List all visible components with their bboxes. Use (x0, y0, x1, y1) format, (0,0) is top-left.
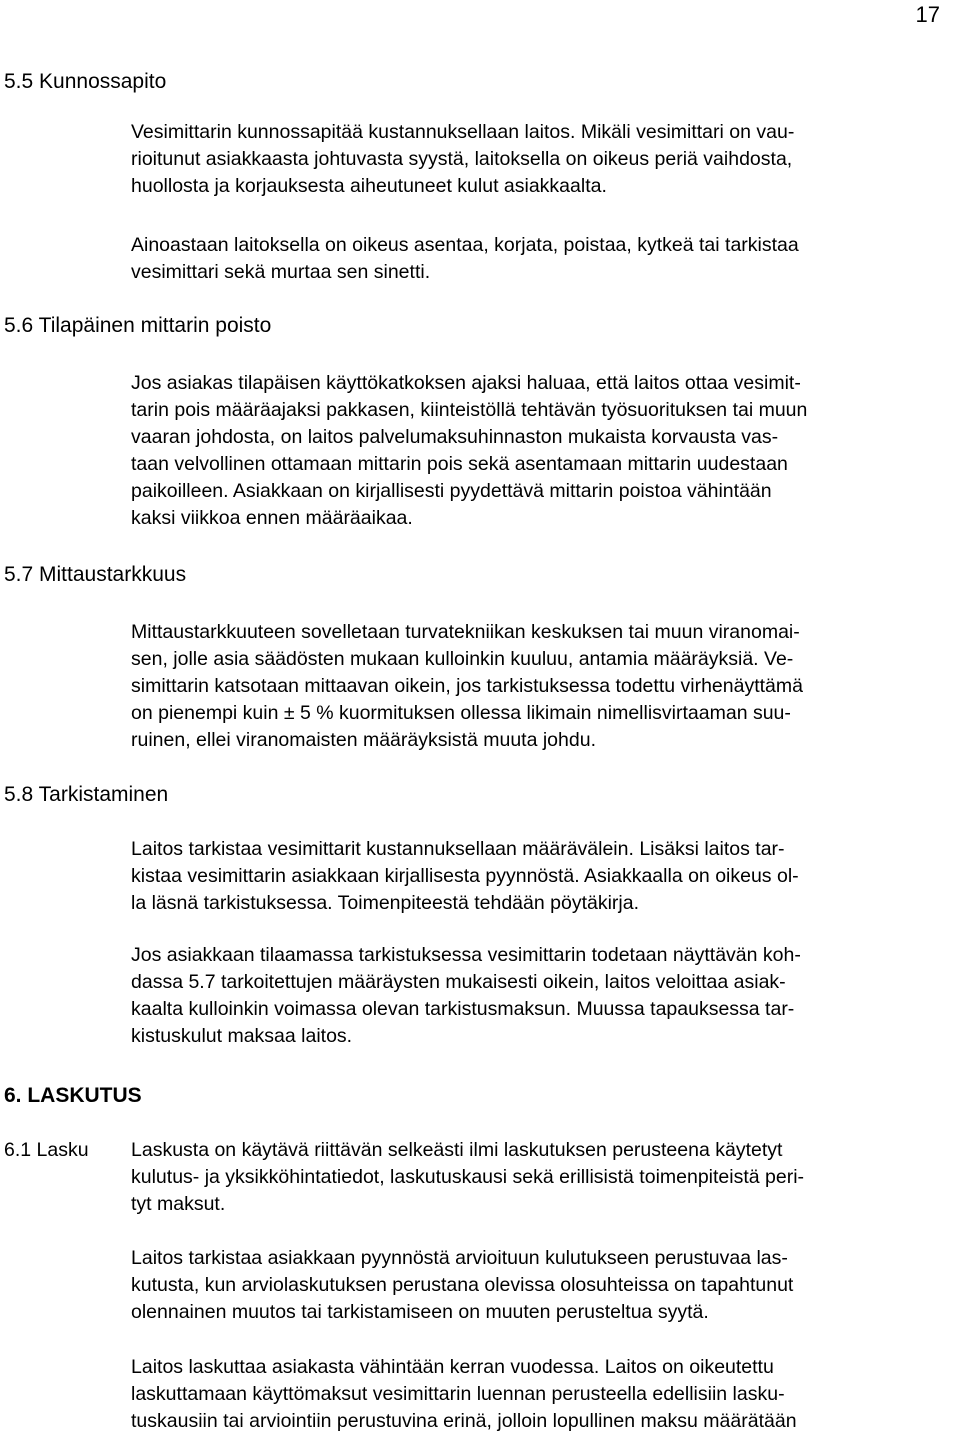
text-line: Jos asiakas tilapäisen käyttökatkoksen ajaksi haluaa, että laitos ottaa vesimit- (131, 372, 801, 394)
heading-6: 6. LASKUTUS (4, 1084, 142, 1107)
text-line: huollosta ja korjauksesta aiheutuneet kulut asiakkaalta. (131, 175, 607, 197)
paragraph (131, 1354, 956, 1435)
text-line: Laitos tarkistaa asiakkaan pyynnöstä arvioituun kulutukseen perustuvaa las- (131, 1247, 788, 1269)
text-line: taan velvollinen ottamaan mittarin pois sekä asentamaan mittarin uudestaan (131, 453, 788, 475)
text-line: paikoilleen. Asiakkaan on kirjallisesti pyydettävä mittarin poistoa vähintään (131, 480, 772, 502)
text-line: tuskausiin tai arviointiin perustuvina erinä, jolloin lopullinen maksu määrätään (131, 1410, 797, 1432)
text-line: la läsnä tarkistuksessa. Toimenpiteestä tehdään pöytäkirja. (131, 892, 640, 914)
heading-5-8: 5.8 Tarkistaminen (4, 783, 169, 806)
paragraph (131, 1137, 956, 1218)
text-line: Ainoastaan laitoksella on oikeus asentaa, korjata, poistaa, kytkeä tai tarkistaa (131, 234, 799, 256)
text-line: vaaran johdosta, on laitos palvelumaksuhinnaston mukaista korvausta vas- (131, 426, 779, 448)
text-line: kistaa vesimittarin asiakkaan kirjallisesta pyynnöstä. Asiakkaalla on oikeus ol- (131, 865, 799, 887)
text-line: kutusta, kun arviolaskutuksen perustana olevissa olosuhteissa on tapahtunut (131, 1274, 794, 1296)
text-line: simittarin katsotaan mittaavan oikein, jos tarkistuksessa todettu virhenäyttämä (131, 675, 803, 697)
text-line: rioitunut asiakkaasta johtuvasta syystä, laitoksella on oikeus periä vaihdosta, (131, 148, 793, 170)
subsection-label-6-1: 6.1 Lasku (4, 1139, 89, 1161)
heading-5-7: 5.7 Mittaustarkkuus (4, 563, 187, 586)
text-line: Mittaustarkkuuteen sovelletaan turvatekniikan keskuksen tai muun viranomai- (131, 621, 800, 643)
text-line: tyt maksut. (131, 1193, 226, 1215)
text-line: kulutus- ja yksikköhintatiedot, laskutuskausi sekä erillisistä toimenpiteistä peri- (131, 1166, 805, 1188)
text-line: sen, jolle asia säädösten mukaan kulloinkin kuuluu, antamia määräyksiä. Ve- (131, 648, 794, 670)
paragraph (131, 119, 956, 200)
text-line: dassa 5.7 tarkoitettujen määräysten mukaisesti oikein, laitos veloittaa asiak- (131, 971, 786, 993)
text-line: Vesimittarin kunnossapitää kustannuksellaan laitos. Mikäli vesimittari on vau- (131, 121, 795, 143)
text-line: kaalta kulloinkin voimassa olevan tarkistusmaksun. Muussa tapauksessa tar- (131, 998, 795, 1020)
paragraph (131, 232, 956, 286)
text-line: kistuskulut maksaa laitos. (131, 1025, 353, 1047)
text-line: tarin pois määräajaksi pakkasen, kiinteistöllä tehtävän työsuorituksen tai muun (131, 399, 808, 421)
paragraph (131, 1245, 956, 1326)
text-line: laskuttamaan käyttömaksut vesimittarin luennan perusteella edellisiin lasku- (131, 1383, 785, 1405)
text-line: olennainen muutos tai tarkistamiseen on muuten perusteltua syytä. (131, 1301, 709, 1323)
paragraph (131, 836, 956, 917)
paragraph (131, 942, 956, 1050)
text-line: ruinen, ellei viranomaisten määräyksistä muuta johdu. (131, 729, 596, 751)
text-line: Laitos tarkistaa vesimittarit kustannuksellaan määrävälein. Lisäksi laitos tar- (131, 838, 785, 860)
heading-5-5: 5.5 Kunnossapito (4, 70, 167, 93)
paragraph (131, 619, 956, 754)
text-line: on pienempi kuin ± 5 % kuormituksen ollessa likimain nimellisvirtaaman suu- (131, 702, 791, 724)
text-line: kaksi viikkoa ennen määräaikaa. (131, 507, 413, 529)
page-number: 17 (915, 2, 940, 27)
paragraph (131, 370, 956, 532)
heading-5-6: 5.6 Tilapäinen mittarin poisto (4, 314, 272, 337)
text-line: vesimittari sekä murtaa sen sinetti. (131, 261, 431, 283)
text-line: Laskusta on käytävä riittävän selkeästi ilmi laskutuksen perusteena käytetyt (131, 1139, 783, 1161)
text-line: Laitos laskuttaa asiakasta vähintään kerran vuodessa. Laitos on oikeutettu (131, 1356, 774, 1378)
text-line: Jos asiakkaan tilaamassa tarkistuksessa vesimittarin todetaan näyttävän koh- (131, 944, 801, 966)
